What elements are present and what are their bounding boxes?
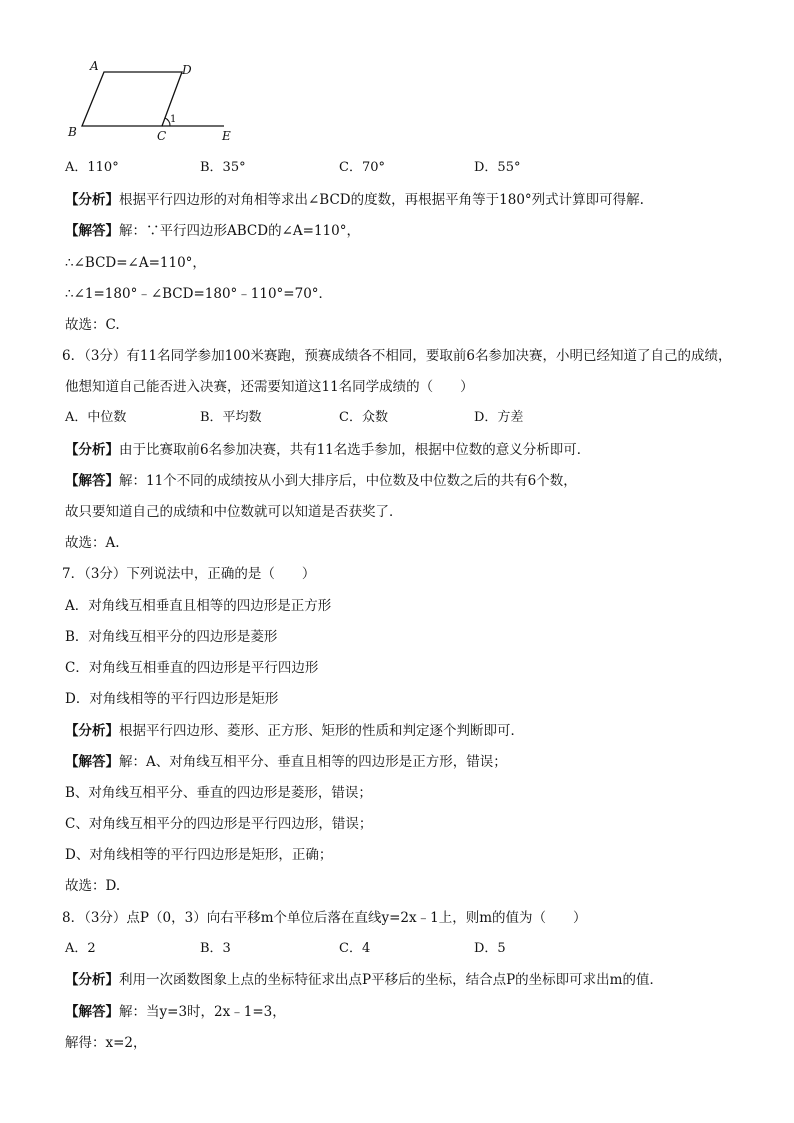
q7-option-c: C．对角线互相垂直的四边形是平行四边形 <box>65 660 319 676</box>
q5-option-a: A．110° <box>65 160 119 175</box>
answer-text: 解：11个不同的成绩按从小到大排序后，中位数及中位数之后的共有6个数， <box>119 473 577 489</box>
answer-tag: 【解答】 <box>65 223 119 239</box>
q7-answer-line-3: C、对角线互相平分的四边形是平行四边形，错误； <box>65 816 373 832</box>
q8-stem: 8．（3分）点P（0，3）向右平移m个单位后落在直线y=2x﹣1上，则m的值为（ ） <box>62 910 587 926</box>
label-b: B <box>68 125 77 139</box>
label-a: A <box>90 59 99 73</box>
parallelogram-abcd <box>82 72 182 126</box>
q6-option-b: B．平均数 <box>200 410 262 425</box>
q7-answer-line-1 <box>65 753 507 771</box>
q8-option-b: B．3 <box>200 941 231 956</box>
q7-answer-line-2: B、对角线互相平分、垂直的四边形是菱形，错误； <box>65 785 372 801</box>
q6-option-a: A．中位数 <box>65 410 127 425</box>
q8-analysis <box>65 971 663 989</box>
q7-option-a: A．对角线互相垂直且相等的四边形是正方形 <box>65 598 332 614</box>
answer-tag: 【解答】 <box>65 473 119 489</box>
q7-analysis <box>65 722 524 740</box>
q7-answer-line-5: 故选：D. <box>65 878 121 894</box>
q6-stem-line-2: 他想知道自己能否进入决赛，还需要知道这11名同学成绩的（ ） <box>65 379 474 395</box>
answer-text: 解：当y=3时，2x﹣1=3， <box>119 1004 286 1020</box>
q5-option-b: B．35° <box>200 160 246 175</box>
analysis-text: 根据平行四边形、菱形、正方形、矩形的性质和判定逐个判断即可． <box>119 723 524 739</box>
q8-answer-line-1 <box>65 1003 286 1021</box>
analysis-text: 由于比赛取前6名参加决赛，共有11名选手参加，根据中位数的意义分析即可． <box>119 442 591 458</box>
answer-text: 解：∵平行四边形ABCD的∠A=110°， <box>119 223 360 239</box>
label-angle-1: 1 <box>170 114 177 125</box>
q6-option-d: D．方差 <box>474 410 524 425</box>
answer-tag: 【解答】 <box>65 754 119 770</box>
q8-option-a: A．2 <box>65 941 96 956</box>
q8-option-d: D．5 <box>474 941 506 956</box>
q5-analysis <box>65 191 644 209</box>
label-e: E <box>222 129 231 143</box>
parallelogram-figure <box>60 58 250 148</box>
q7-option-b: B．对角线互相平分的四边形是菱形 <box>65 629 278 645</box>
q6-answer-line-3: 故选：A. <box>65 535 120 551</box>
q7-stem: 7．（3分）下列说法中，正确的是（ ） <box>62 566 316 582</box>
label-d: D <box>182 63 192 77</box>
analysis-tag: 【分析】 <box>65 442 119 458</box>
q6-answer-line-2: 故只要知道自己的成绩和中位数就可以知道是否获奖了． <box>65 504 403 520</box>
q5-answer-line-4: 故选：C. <box>65 317 120 333</box>
q6-stem-line-1: 6．（3分）有11名同学参加100米赛跑，预赛成绩各不相同，要取前6名参加决赛，小明已经知道了自己的成绩， <box>62 348 732 364</box>
q5-answer-line-1 <box>65 222 360 240</box>
answer-text: 解：A、对角线互相平分、垂直且相等的四边形是正方形，错误； <box>119 754 507 770</box>
answer-tag: 【解答】 <box>65 1004 119 1020</box>
analysis-tag: 【分析】 <box>65 192 119 208</box>
q6-answer-line-1 <box>65 472 577 490</box>
q5-answer-line-2: ∴∠BCD=∠A=110°， <box>65 255 206 271</box>
analysis-tag: 【分析】 <box>65 723 119 739</box>
q8-answer-line-2: 解得：x=2， <box>65 1035 147 1051</box>
analysis-text: 利用一次函数图象上点的坐标特征求出点P平移后的坐标，结合点P的坐标即可求出m的值． <box>119 972 663 988</box>
q7-option-d: D．对角线相等的平行四边形是矩形 <box>65 691 279 707</box>
q5-option-d: D．55° <box>474 160 521 175</box>
label-c: C <box>157 129 167 143</box>
analysis-tag: 【分析】 <box>65 972 119 988</box>
analysis-text: 根据平行四边形的对角相等求出∠BCD的度数，再根据平角等于180°列式计算即可得解. <box>119 192 644 208</box>
q7-answer-line-4: D、对角线相等的平行四边形是矩形，正确； <box>65 847 333 863</box>
q6-analysis <box>65 441 590 459</box>
q5-answer-line-3: ∴∠1=180°﹣∠BCD=180°﹣110°=70°． <box>65 286 333 302</box>
q5-option-c: C．70° <box>339 160 385 175</box>
q6-option-c: C．众数 <box>339 410 388 425</box>
q8-option-c: C．4 <box>339 941 371 956</box>
